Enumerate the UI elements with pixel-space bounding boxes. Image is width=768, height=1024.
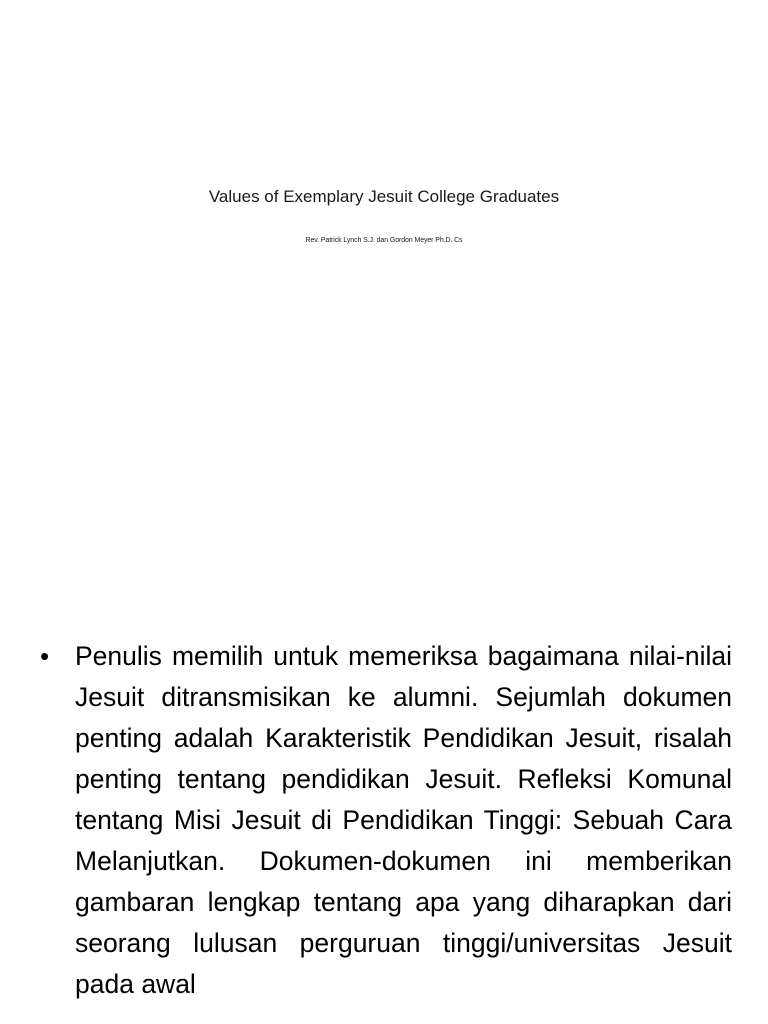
bullet-marker: • bbox=[40, 641, 50, 671]
bullet-paragraph: Penulis memilih untuk memeriksa bagaimana nilai-nilai Jesuit ditransmisikan ke alumni. Sejumlah dokumen penting adalah Karakteristik Pendidikan Jesuit, risalah penting tentang pendidikan Jesuit. Refleksi Komunal tentang Misi Jesuit di Pendidikan Tinggi: Sebuah Cara Melanjutkan. Dokumen-dokumen ini memberikan gambaran lengkap tentang apa yang diharapkan dari seorang lulusan perguruan tinggi/universitas Jesuit pada awal bbox=[75, 641, 732, 999]
slide-subtitle: Rev. Patrick Lynch S.J. dan Gordon Meyer Ph.D. Cs bbox=[305, 237, 463, 244]
slide-title: Values of Exemplary Jesuit College Graduates bbox=[208, 187, 560, 206]
